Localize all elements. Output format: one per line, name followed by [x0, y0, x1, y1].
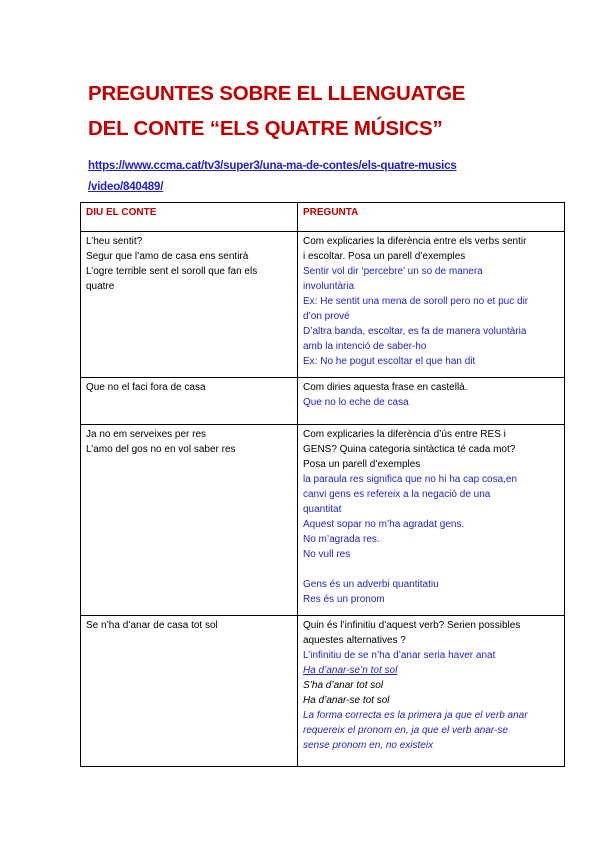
table-header-row	[81, 203, 565, 232]
video-link-line-2[interactable]: /video/840489/	[88, 181, 164, 193]
story-quote-cell	[81, 232, 298, 378]
answer-line: No vull res	[303, 549, 351, 560]
table-row	[81, 425, 565, 616]
video-link[interactable]	[88, 156, 558, 198]
header-diu-el-conte: DIU EL CONTE	[81, 203, 298, 232]
table-row	[81, 232, 565, 378]
answer-line: Que no lo eche de casa	[303, 397, 409, 408]
answer-line: No m’agrada res.	[303, 534, 380, 545]
answer-line: La forma correcta es la primera ja que el verb anar	[303, 710, 528, 721]
answer-line: Ha d’anar-se tot sol	[303, 695, 390, 706]
answer-line: quantitat	[303, 504, 342, 515]
story-quote-line: L’amo del gos no en vol saber res	[86, 444, 236, 455]
story-quote-cell	[81, 378, 298, 425]
header-pregunta: PREGUNTA	[298, 203, 565, 232]
table-row	[81, 616, 565, 767]
answer-line: canvi gens es refereix a la negació de una	[303, 489, 491, 500]
answer-line: sense pronom en, no existeix	[303, 740, 434, 751]
story-quote-cell	[81, 425, 298, 616]
answer-line: Res és un pronom	[303, 594, 385, 605]
answer-line: Ha d’anar-se’n tot sol	[303, 665, 398, 676]
answer-line: Sentir vol dir ‘percebre’ un so de manera	[303, 266, 483, 277]
question-cell	[298, 425, 565, 616]
answer-line: involuntària	[303, 281, 355, 292]
answer-line: D’altra banda, escoltar, es fa de manera voluntària	[303, 326, 527, 337]
story-quote-line: quatre	[86, 281, 115, 292]
title-line-1: PREGUNTES SOBRE EL LLENGUATGE	[88, 82, 466, 105]
question-line: Com explicaries la diferència entre els verbs sentir	[303, 236, 527, 247]
answer-line: Ex: He sentit una mena de soroll pero no et puc dir	[303, 296, 529, 307]
video-link-line-1[interactable]: https://www.ccma.cat/tv3/super3/una-ma-de-contes/els-quatre-musics	[88, 160, 457, 172]
questions-table	[80, 202, 565, 767]
title-line-2: DEL CONTE “ELS QUATRE MÚSICS”	[88, 117, 443, 140]
answer-line: Gens és un adverbi quantitatiu	[303, 579, 439, 590]
answer-line: L’infinitiu de se n’ha d’anar seria haver anat	[303, 650, 496, 661]
answer-line: Ex: No he pogut escoltar el que han dit	[303, 356, 476, 367]
question-cell	[298, 616, 565, 767]
answer-line: S’ha d’anar tot sol	[303, 680, 384, 691]
story-quote-line: Ja no em serveixes per res	[86, 429, 207, 440]
question-line: aquestes alternatives ?	[303, 635, 406, 646]
question-cell	[298, 232, 565, 378]
question-line: GENS? Quina categoria sintàctica té cada mot?	[303, 444, 516, 455]
answer-line: la paraula res significa que no hi ha cap cosa,en	[303, 474, 518, 485]
story-quote-line: Se n’ha d’anar de casa tot sol	[86, 620, 218, 631]
table-row	[81, 378, 565, 425]
question-line: Quin és l’infinitiu d’aquest verb? Serien possibles	[303, 620, 521, 631]
answer-line: amb la intenció de saber-ho	[303, 341, 427, 352]
question-line: Com explicaries la diferència d’ús entre RES i	[303, 429, 506, 440]
story-quote-line: L’ogre terrible sent el soroll que fan els	[86, 266, 258, 277]
answer-line: d’on prové	[303, 311, 350, 322]
answer-line: Aquest sopar no m’ha agradat gens.	[303, 519, 465, 530]
question-cell	[298, 378, 565, 425]
story-quote-line: L’heu sentit?	[86, 236, 143, 247]
answer-line: requereix el pronom en, ja que el verb anar-se	[303, 725, 508, 736]
question-line: Posa un parell d’exemples	[303, 459, 421, 470]
story-quote-cell	[81, 616, 298, 767]
question-line: i escoltar. Posa un parell d’exemples	[303, 251, 466, 262]
question-line: Com diries aquesta frase en castellà.	[303, 382, 468, 393]
blank-line	[303, 562, 559, 577]
story-quote-line: Que no el faci fora de casa	[86, 382, 206, 393]
story-quote-line: Segur que l’amo de casa ens sentirà	[86, 251, 249, 262]
page-title	[88, 76, 568, 146]
